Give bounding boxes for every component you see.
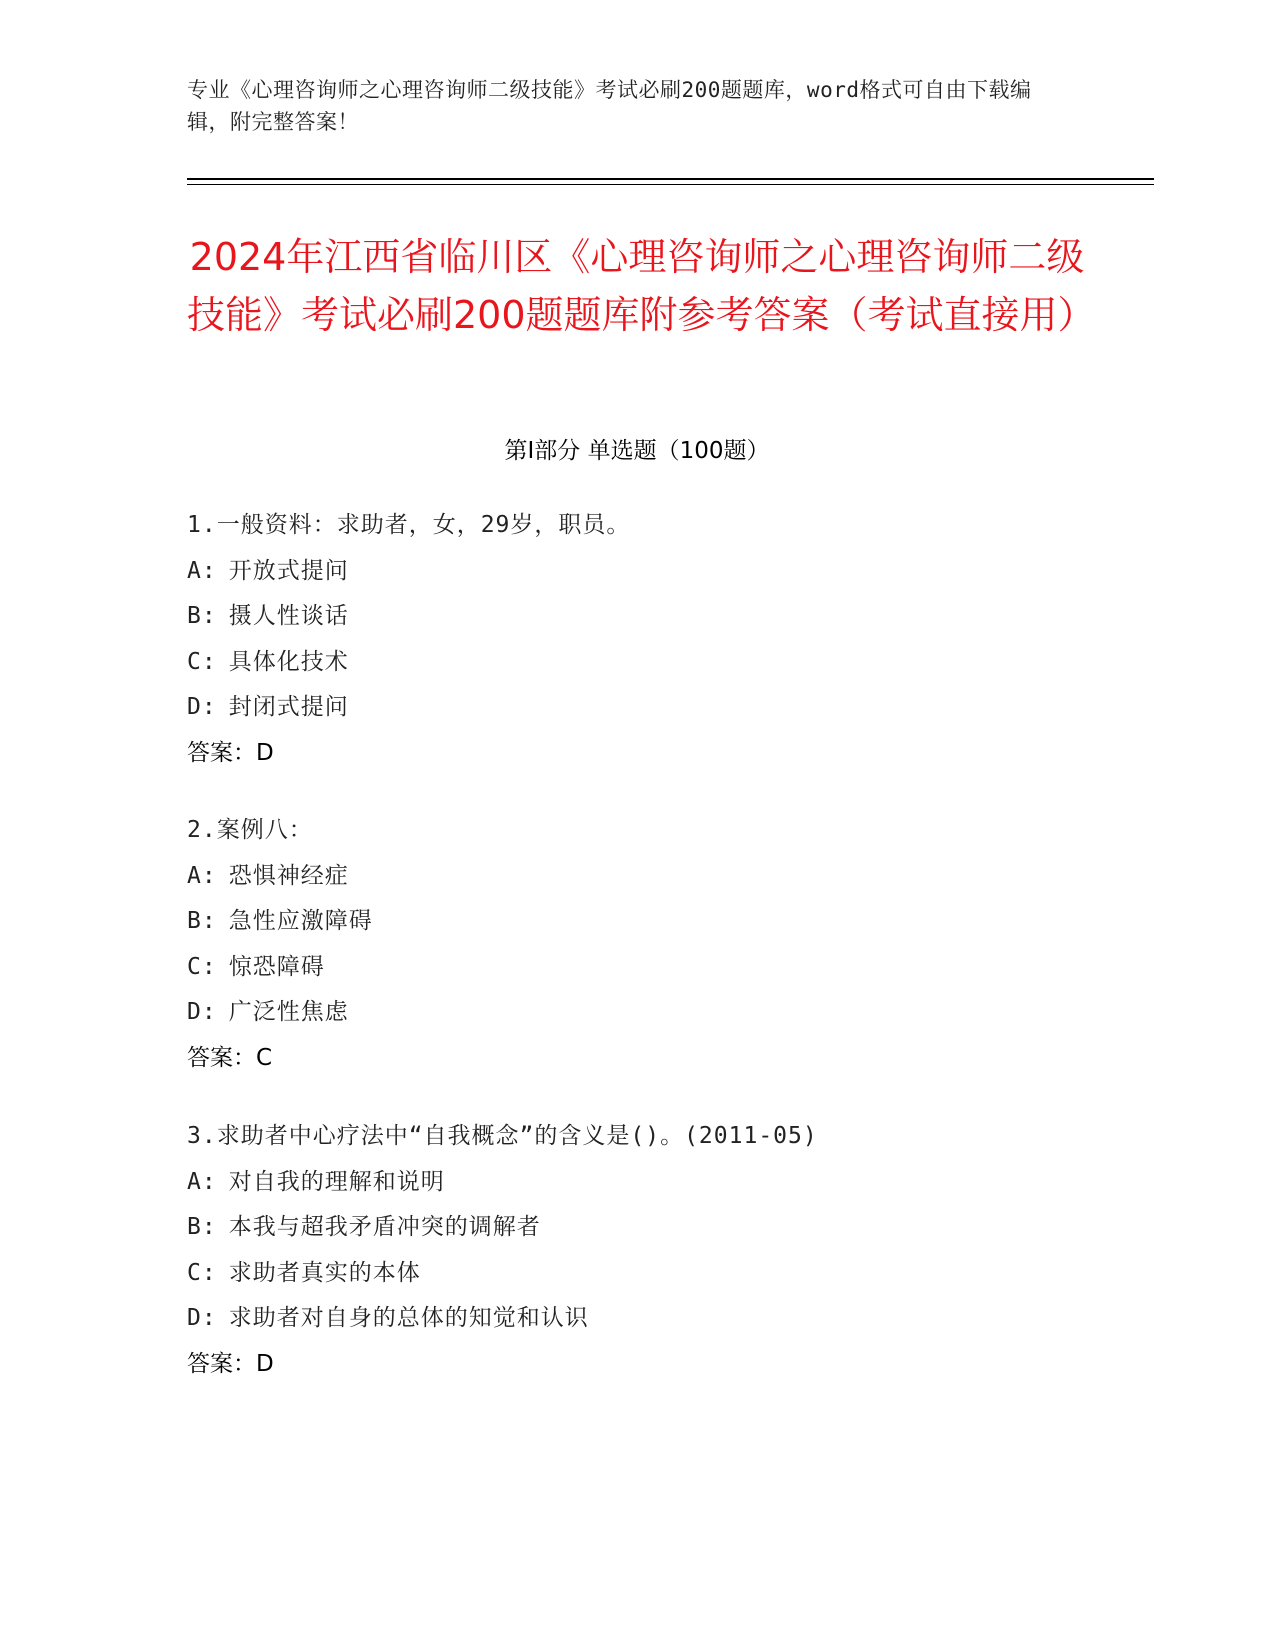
option-letter: C	[187, 1259, 202, 1286]
option-text: 恐惧神经症	[228, 862, 349, 889]
option-text: 摄人性谈话	[228, 603, 349, 629]
option-a	[187, 1160, 1087, 1206]
option-separator: :	[201, 1214, 217, 1240]
option-letter: B	[187, 603, 202, 629]
option-c	[187, 945, 1087, 991]
question-2	[187, 808, 1087, 1081]
section-title: 第I部分 单选题（100题）	[504, 438, 770, 464]
option-separator: :	[201, 862, 217, 889]
option-text: 具体化技术	[228, 648, 349, 675]
option-text: 惊恐障碍	[228, 953, 325, 980]
option-b	[187, 899, 1087, 945]
option-separator: :	[201, 953, 217, 980]
option-text: 广泛性焦虑	[228, 999, 349, 1025]
option-d	[187, 990, 1087, 1036]
option-text: 封闭式提问	[228, 694, 349, 720]
answer-line: 答案：D	[187, 1350, 274, 1377]
option-c	[187, 640, 1087, 686]
option-separator: :	[201, 1168, 217, 1195]
option-separator: :	[201, 557, 217, 584]
option-letter: A	[187, 557, 202, 584]
option-letter: A	[187, 1168, 202, 1195]
question-3	[187, 1114, 1087, 1387]
option-letter: B	[187, 1214, 202, 1240]
option-separator: :	[201, 908, 217, 934]
option-a	[187, 549, 1087, 595]
option-d	[187, 685, 1087, 731]
option-b	[187, 1205, 1087, 1251]
option-separator: :	[201, 648, 217, 675]
option-letter: B	[187, 908, 202, 934]
option-text: 对自我的理解和说明	[228, 1168, 445, 1195]
option-b	[187, 594, 1087, 640]
option-separator: :	[201, 603, 217, 629]
option-separator: :	[201, 1305, 217, 1331]
option-letter: C	[187, 953, 202, 980]
document-title: 2024年江西省临川区《心理咨询师之心理咨询师二级技能》考试必刷200题题库附参考答案（考试直接用）	[187, 235, 1096, 337]
header-note: 专业《心理咨询师之心理咨询师二级技能》考试必刷200题题库，word格式可自由下载编辑，附完整答案！	[187, 78, 1032, 134]
option-a	[187, 854, 1087, 900]
option-text: 本我与超我矛盾冲突的调解者	[228, 1214, 541, 1240]
option-text: 急性应激障碍	[228, 908, 373, 934]
question-stem: 2.案例八：	[187, 817, 313, 843]
option-letter: D	[187, 999, 202, 1025]
option-text: 求助者真实的本体	[228, 1259, 421, 1286]
option-text: 开放式提问	[228, 557, 349, 584]
option-letter: A	[187, 862, 202, 889]
option-separator: :	[201, 1259, 217, 1286]
header-rule-thin	[187, 184, 1154, 185]
question-1	[187, 503, 1087, 776]
option-letter: D	[187, 1305, 202, 1331]
option-letter: C	[187, 648, 202, 675]
answer-line: 答案：D	[187, 739, 274, 766]
question-stem: 3.求助者中心疗法中“自我概念”的含义是()。(2011-05)	[187, 1123, 818, 1149]
option-separator: :	[201, 999, 217, 1025]
option-separator: :	[201, 694, 217, 720]
question-stem: 1.一般资料：求助者，女，29岁，职员。	[187, 512, 631, 538]
header-rule-thick	[187, 178, 1154, 180]
option-letter: D	[187, 694, 202, 720]
option-d	[187, 1296, 1087, 1342]
answer-line: 答案：C	[187, 1044, 273, 1071]
option-c	[187, 1251, 1087, 1297]
option-text: 求助者对自身的总体的知觉和认识	[228, 1305, 589, 1331]
